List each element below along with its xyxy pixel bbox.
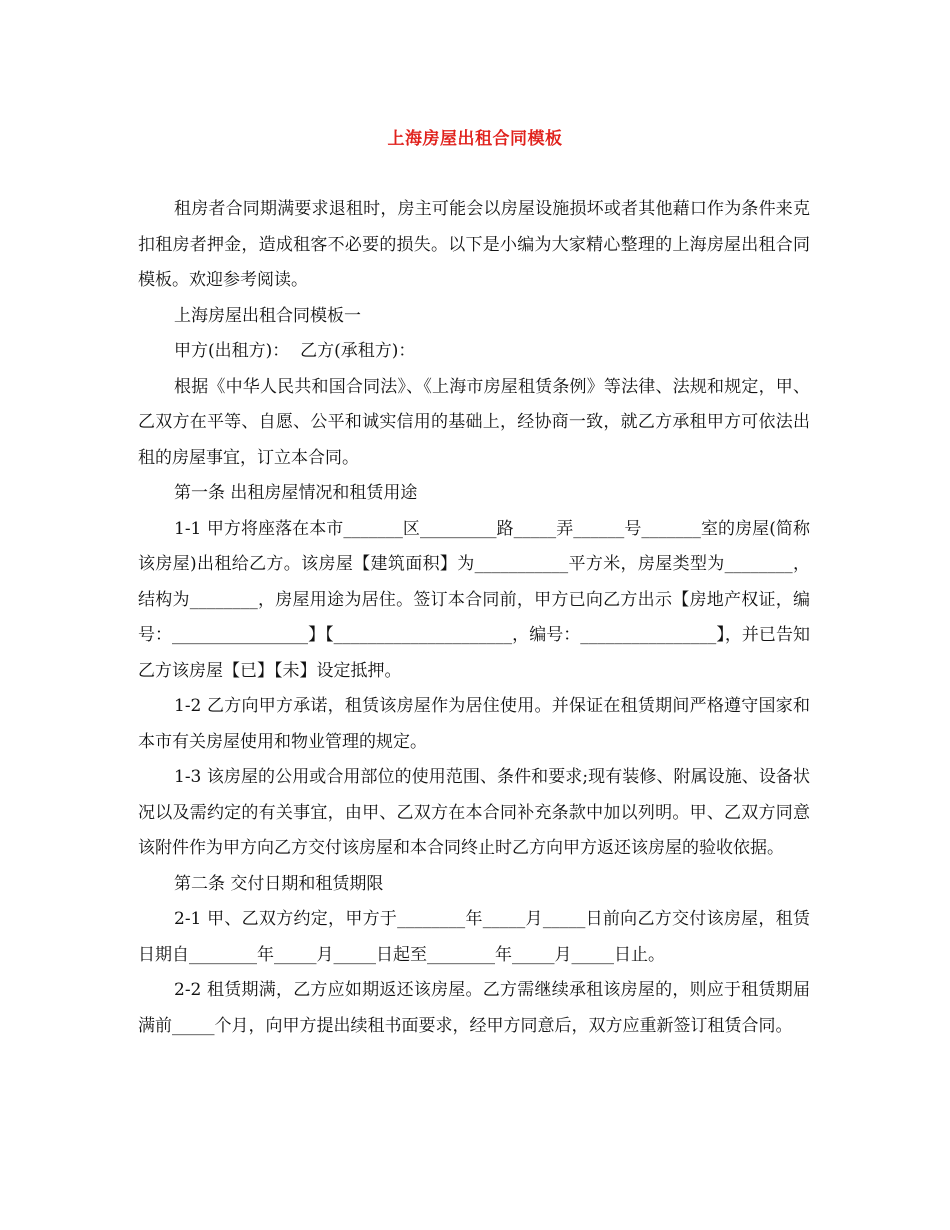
clause-2-1: 2-1 甲、乙双方约定，甲方于________年_____月_____日前向乙方交付该房屋，租赁日期自________年_____月_____日起至________年_____月_____日止。 xyxy=(138,909,810,965)
clause-1-3: 1-3 该房屋的公用或合用部位的使用范围、条件和要求;现有装修、附属设施、设备状况以及需约定的有关事宜，由甲、乙双方在本合同补充条款中加以列明。甲、乙双方同意该附件作为甲方向乙方交付该房屋和本合同终止时乙方向甲方返还该房屋的验收依据。 xyxy=(138,767,810,858)
clause-1-2: 1-2 乙方向甲方承诺，租赁该房屋作为居住使用。并保证在租赁期间严格遵守国家和本市有关房屋使用和物业管理的规定。 xyxy=(138,696,810,752)
document-title: 上海房屋出租合同模板 xyxy=(387,129,563,149)
legal-basis-paragraph: 根据《中华人民共和国合同法》、《上海市房屋租赁条例》等法律、法规和规定，甲、乙双方在平等、自愿、公平和诚实信用的基础上，经协商一致，就乙方承租甲方可依法出租的房屋事宜，订立本合同。 xyxy=(138,376,810,468)
article-2-heading: 第二条 交付日期和租赁期限 xyxy=(174,873,384,894)
parties-line: 甲方(出租方)： 乙方(承租方)： xyxy=(174,341,416,361)
document-body xyxy=(138,192,810,1044)
intro-paragraph: 租房者合同期满要求退租时，房主可能会以房屋设施损坏或者其他藉口作为条件来克扣租房者押金，造成租客不必要的损失。以下是小编为大家精心整理的上海房屋出租合同模板。欢迎参考阅读。 xyxy=(138,199,810,290)
template-heading: 上海房屋出租合同模板一 xyxy=(174,305,361,326)
clause-2-2: 2-2 租赁期满，乙方应如期返还该房屋。乙方需继续承租该房屋的，则应于租赁期届满前_____个月，向甲方提出续租书面要求，经甲方同意后，双方应重新签订租赁合同。 xyxy=(138,980,810,1036)
clause-1-1: 1-1 甲方将座落在本市_______区_________路_____弄______号_______室的房屋(简称该房屋)出租给乙方。该房屋【建筑面积】为___________平方米，房屋类型为________，结构为________，房屋用途为居住。签订本合同前，甲方已向乙方出示【房地产权证，编号：________________】【_____________________，编号：________________】，并已告知乙方该房屋【已】【未】设定抵押。 xyxy=(138,518,810,681)
article-1-heading: 第一条 出租房屋情况和租赁用途 xyxy=(174,483,418,503)
